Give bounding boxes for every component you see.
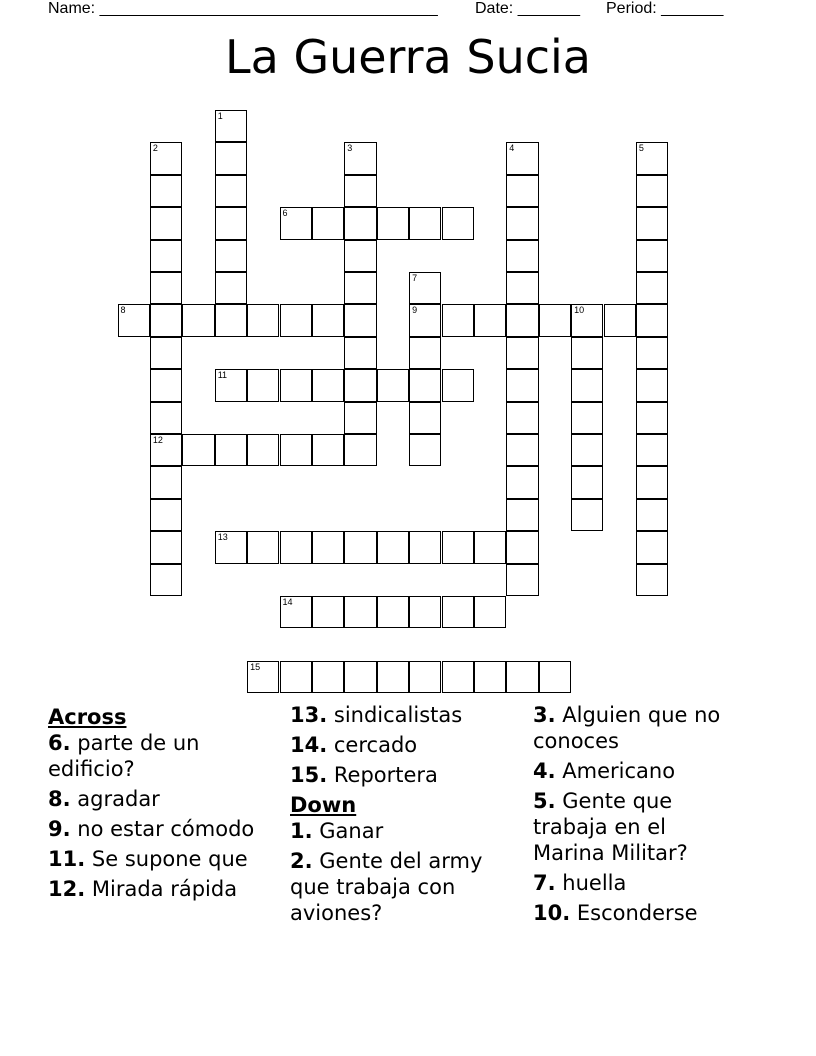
clue-down-10: 10. Esconderse [533,901,698,925]
clue-across-8: 8. agradar [48,787,160,811]
crossword-cell[interactable] [150,564,182,596]
crossword-cell[interactable] [312,531,344,563]
crossword-cell[interactable] [344,304,376,336]
crossword-cell[interactable] [442,596,474,628]
crossword-cell[interactable] [280,661,312,693]
crossword-cell[interactable] [506,369,538,401]
clues-column-2 [290,702,522,930]
crossword-cell[interactable] [571,466,603,498]
crossword-cell[interactable] [506,304,538,336]
crossword-cell[interactable] [474,531,506,563]
crossword-cell[interactable] [215,240,247,272]
crossword-cell[interactable] [506,207,538,239]
crossword-cell[interactable] [409,531,441,563]
crossword-cell[interactable] [571,499,603,531]
crossword-cell[interactable] [636,240,668,272]
crossword-cell[interactable] [150,531,182,563]
crossword-cell[interactable] [215,175,247,207]
crossword-cell[interactable] [150,240,182,272]
crossword-cell[interactable] [215,304,247,336]
crossword-cell[interactable] [247,369,279,401]
crossword-cell[interactable] [182,434,214,466]
clue-down-3: 3. Alguien que no conoces [533,703,721,753]
crossword-cell[interactable] [215,531,247,563]
crossword-cell[interactable] [506,272,538,304]
down-heading: Down [290,793,357,817]
clues-column-3 [533,702,733,930]
crossword-cell[interactable] [506,434,538,466]
crossword-cell[interactable] [182,304,214,336]
crossword-cell[interactable] [474,661,506,693]
crossword-cell[interactable] [280,369,312,401]
cell-number: 6 [282,208,288,219]
crossword-cell[interactable] [312,304,344,336]
cell-number: 10 [574,305,585,316]
crossword-cell[interactable] [215,272,247,304]
crossword-cell[interactable] [409,661,441,693]
crossword-cell[interactable] [636,175,668,207]
clues-column-1 [48,702,280,906]
crossword-cell[interactable] [571,402,603,434]
crossword-cell[interactable] [442,661,474,693]
crossword-cell[interactable] [344,596,376,628]
crossword-cell[interactable] [280,304,312,336]
crossword-cell[interactable] [150,272,182,304]
crossword-cell[interactable] [344,531,376,563]
crossword-cell[interactable] [150,369,182,401]
crossword-cell[interactable] [442,304,474,336]
crossword-cell[interactable] [636,369,668,401]
cell-number: 7 [412,273,418,283]
crossword-cell[interactable] [409,402,441,434]
crossword-cell[interactable] [344,402,376,434]
crossword-cell[interactable] [506,661,538,693]
crossword-cell[interactable] [150,434,182,466]
clue-down-5: 5. Gente que trabaja en el Marina Militar? [533,789,688,865]
clue-across-15: 15. Reportera [290,763,438,787]
crossword-cell[interactable] [280,434,312,466]
crossword-cell[interactable] [636,142,668,174]
crossword-cell[interactable] [636,207,668,239]
crossword-cell[interactable] [150,337,182,369]
crossword-cell[interactable] [636,272,668,304]
cell-number: 1 [217,111,223,121]
crossword-cell[interactable] [506,142,538,174]
crossword-cell[interactable] [344,272,376,304]
crossword-cell[interactable] [474,596,506,628]
crossword-cell[interactable] [150,175,182,207]
crossword-cell[interactable] [571,304,603,336]
crossword-cell[interactable] [312,207,344,239]
crossword-cell[interactable] [344,175,376,207]
clue-down-7: 7. huella [533,871,627,895]
crossword-cell[interactable] [150,142,182,174]
clue-across-14: 14. cercado [290,733,418,757]
crossword-cell[interactable] [280,531,312,563]
clue-down-2: 2. Gente del army que trabaja con aviones? [290,849,483,925]
crossword-cell[interactable] [571,337,603,369]
cell-number: 5 [638,143,644,154]
crossword-cell[interactable] [474,304,506,336]
crossword-cell[interactable] [409,207,441,239]
crossword-cell[interactable] [312,596,344,628]
crossword-cell[interactable] [409,304,441,336]
crossword-cell[interactable] [409,337,441,369]
cell-number: 4 [509,143,515,154]
crossword-cell[interactable] [247,531,279,563]
crossword-cell[interactable] [636,564,668,596]
crossword-cell[interactable] [636,434,668,466]
crossword-cell[interactable] [539,304,571,336]
crossword-cell[interactable] [442,207,474,239]
crossword-cell[interactable] [636,531,668,563]
cell-number: 15 [250,661,261,672]
cell-number: 2 [152,143,158,154]
crossword-cell[interactable] [636,499,668,531]
crossword-cell[interactable] [539,661,571,693]
period-field-label[interactable]: Period: _______ [606,0,724,17]
crossword-cell[interactable] [636,466,668,498]
crossword-cell[interactable] [344,207,376,239]
crossword-cell[interactable] [571,369,603,401]
crossword-cell[interactable] [215,369,247,401]
crossword-cell[interactable] [409,596,441,628]
date-field-label[interactable]: Date: _______ [475,0,580,17]
crossword-cell[interactable] [377,531,409,563]
crossword-cell[interactable] [409,272,441,304]
crossword-cell[interactable] [409,434,441,466]
crossword-cell[interactable] [506,531,538,563]
crossword-cell[interactable] [280,596,312,628]
crossword-cell[interactable] [150,207,182,239]
clue-down-4: 4. Americano [533,759,676,783]
cell-number: 13 [217,532,228,543]
crossword-cell[interactable] [344,369,376,401]
cell-number: 9 [412,305,418,316]
crossword-cell[interactable] [506,175,538,207]
clue-across-13: 13. sindicalistas [290,703,463,727]
crossword-cell[interactable] [442,369,474,401]
cell-number: 11 [217,370,228,381]
cell-number: 14 [282,597,293,607]
crossword-cell[interactable] [247,304,279,336]
crossword-cell[interactable] [344,434,376,466]
name-field-label[interactable]: Name: ______________________________________ [48,0,438,17]
crossword-cell[interactable] [344,142,376,174]
crossword-cell[interactable] [215,434,247,466]
crossword-cell[interactable] [312,369,344,401]
crossword-cell[interactable] [604,304,636,336]
crossword-cell[interactable] [377,207,409,239]
crossword-cell[interactable] [506,499,538,531]
crossword-cell[interactable] [377,369,409,401]
crossword-cell[interactable] [506,402,538,434]
clue-across-9: 9. no estar cómodo [48,817,255,841]
crossword-cell[interactable] [377,596,409,628]
crossword-cell[interactable] [409,369,441,401]
crossword-cell[interactable] [377,661,409,693]
crossword-cell[interactable] [215,207,247,239]
clue-across-12: 12. Mirada rápida [48,877,238,901]
cell-number: 3 [347,143,353,154]
crossword-cell[interactable] [150,499,182,531]
crossword-cell[interactable] [636,337,668,369]
crossword-cell[interactable] [344,240,376,272]
crossword-cell[interactable] [150,466,182,498]
crossword-cell[interactable] [636,402,668,434]
crossword-cell[interactable] [215,110,247,142]
crossword-cell[interactable] [506,466,538,498]
crossword-cell[interactable] [150,402,182,434]
crossword-cell[interactable] [442,531,474,563]
crossword-cell[interactable] [247,434,279,466]
clue-down-1: 1. Ganar [290,819,384,843]
clue-across-6: 6. parte de un edificio? [48,731,200,781]
crossword-cell[interactable] [506,564,538,596]
crossword-cell[interactable] [344,661,376,693]
crossword-cell[interactable] [312,661,344,693]
crossword-cell[interactable] [571,434,603,466]
crossword-cell[interactable] [312,434,344,466]
crossword-cell[interactable] [506,240,538,272]
clue-across-11: 11. Se supone que [48,847,248,871]
crossword-cell[interactable] [247,661,279,693]
across-heading: Across [48,705,127,729]
crossword-cell[interactable] [215,142,247,174]
crossword-cell[interactable] [636,304,668,336]
puzzle-title: La Guerra Sucia [225,30,591,84]
crossword-cell[interactable] [506,337,538,369]
crossword-cell[interactable] [118,304,150,336]
crossword-cell[interactable] [150,304,182,336]
crossword-cell[interactable] [280,207,312,239]
cell-number: 12 [152,435,163,445]
cell-number: 8 [120,305,126,316]
crossword-cell[interactable] [344,337,376,369]
